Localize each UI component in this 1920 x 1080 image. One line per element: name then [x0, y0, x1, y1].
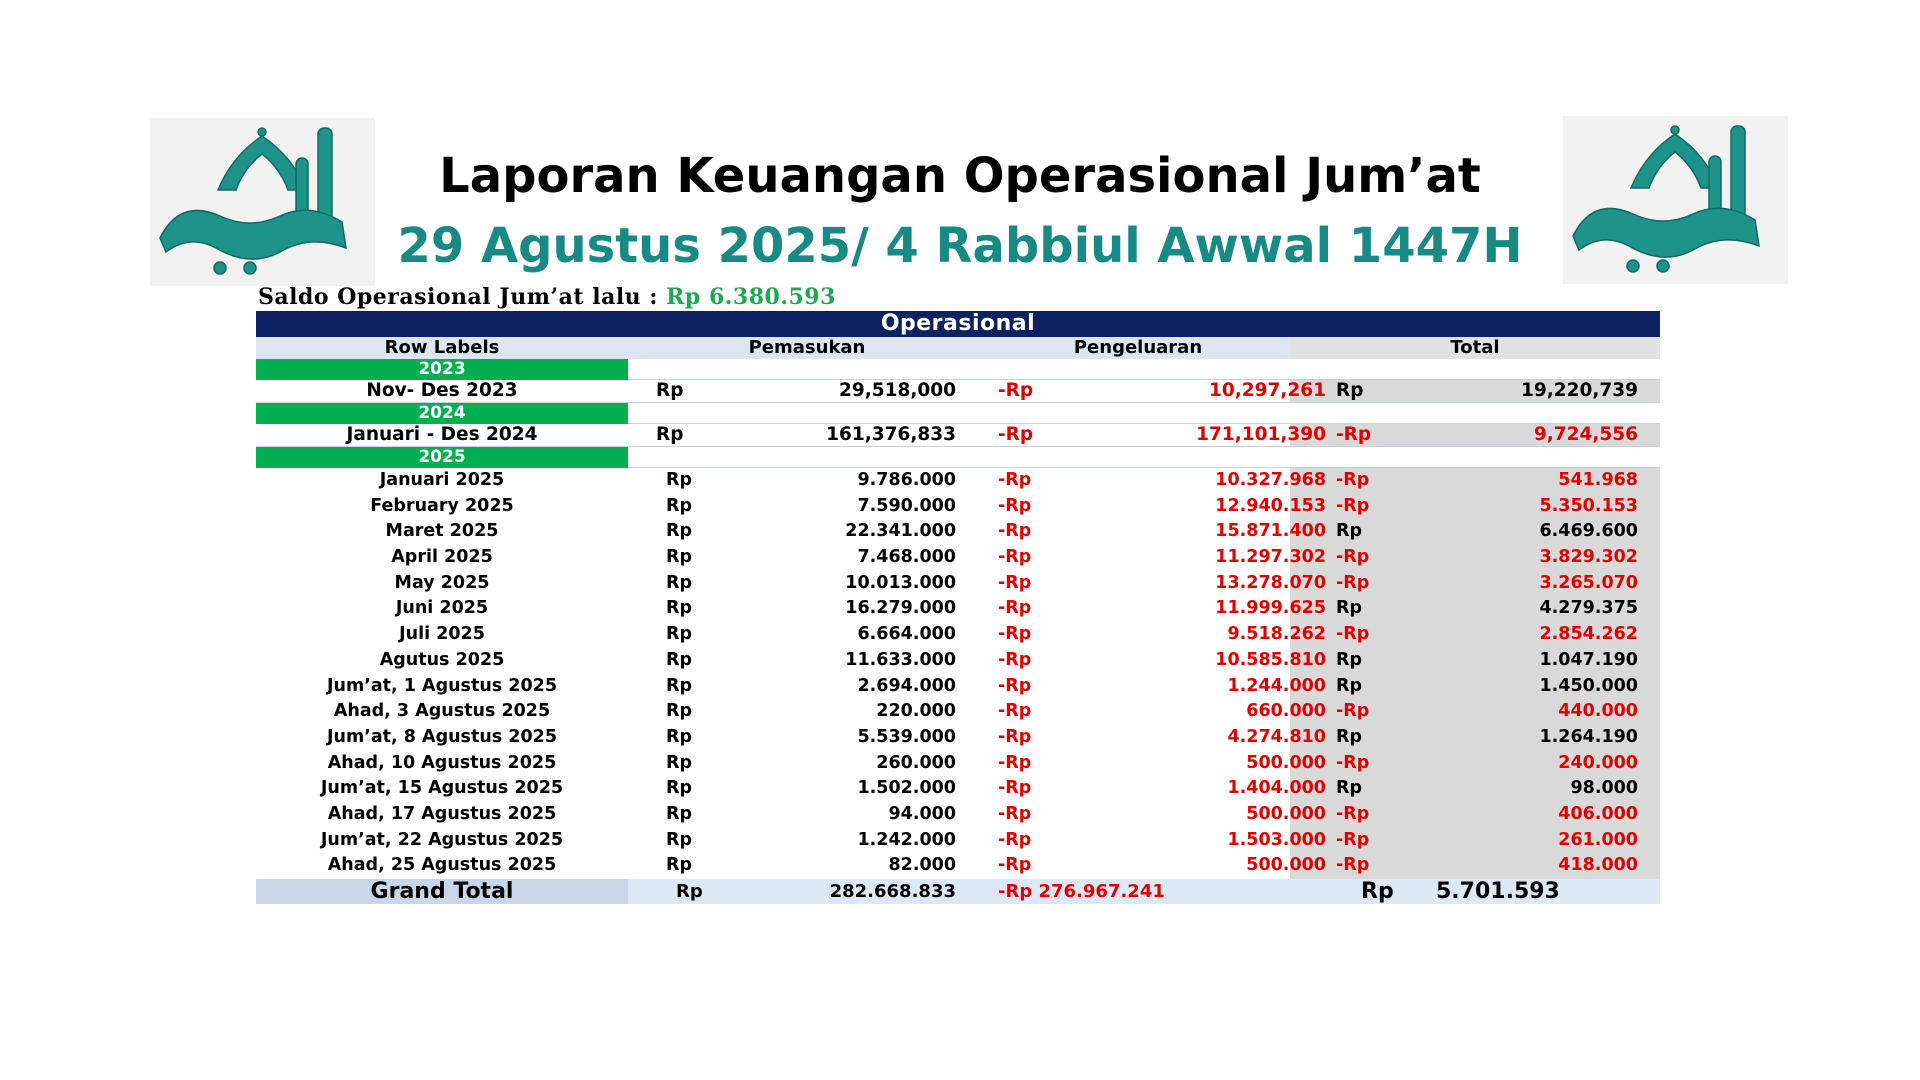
expense-currency: -Rp [998, 424, 1034, 445]
total-value: 6.469.600 [1539, 521, 1638, 542]
year-row [256, 403, 1660, 424]
income-value: 1.242.000 [857, 829, 956, 850]
row-label: Juli 2025 [399, 624, 485, 645]
table-row [256, 725, 1660, 751]
table-row [256, 494, 1660, 520]
total-currency: -Rp [1336, 855, 1370, 876]
expense-currency: -Rp [998, 855, 1032, 876]
table-row [256, 776, 1660, 802]
income-currency: Rp [666, 675, 693, 696]
total-currency: -Rp [1336, 624, 1370, 645]
expense-value: 10.327.968 [1215, 470, 1326, 490]
row-label: Ahad, 3 Agustus 2025 [333, 701, 551, 722]
expense-currency: -Rp [998, 803, 1032, 824]
income-currency: Rp [666, 624, 693, 645]
income-value: 1.502.000 [857, 778, 956, 799]
grand-total-rp-total: Rp [1361, 879, 1394, 904]
table-row [256, 674, 1660, 700]
income-currency: Rp [666, 495, 693, 516]
expense-value: 660.000 [1246, 701, 1326, 722]
income-value: 220.000 [876, 701, 956, 722]
grand-total-in: 282.668.833 [829, 881, 956, 902]
total-currency: Rp [1336, 778, 1363, 799]
total-value: 406.000 [1558, 803, 1638, 824]
total-currency: -Rp [1336, 495, 1370, 516]
income-value: 10.013.000 [845, 572, 956, 593]
income-value: 7.590.000 [857, 495, 956, 516]
row-label: April 2025 [391, 547, 493, 568]
income-value: 82.000 [888, 855, 956, 876]
table-title: Operasional [256, 311, 1660, 337]
page-title: Laporan Keuangan Operasional Jum’at [439, 148, 1481, 204]
table-body [256, 359, 1660, 879]
total-value: 9,724,556 [1533, 424, 1638, 445]
page-subtitle: 29 Agustus 2025/ 4 Rabbiul Awwal 1447H [397, 218, 1523, 274]
expense-value: 500.000 [1246, 855, 1326, 876]
total-currency: -Rp [1336, 424, 1372, 445]
table-row [256, 380, 1660, 403]
income-value: 161,376,833 [826, 424, 956, 445]
expense-value: 500.000 [1246, 803, 1326, 824]
row-label: Ahad, 10 Agustus 2025 [327, 752, 557, 773]
row-label: Agutus 2025 [379, 649, 505, 670]
table-row [256, 519, 1660, 545]
expense-currency: -Rp [998, 675, 1032, 696]
expense-currency: -Rp [998, 829, 1032, 850]
expense-currency: -Rp [998, 649, 1032, 670]
table-row [256, 545, 1660, 571]
expense-value: 1.503.000 [1227, 829, 1326, 850]
total-currency: -Rp [1336, 752, 1370, 773]
row-label: Jum’at, 22 Agustus 2025 [320, 829, 564, 850]
income-value: 260.000 [876, 752, 956, 773]
total-value: 3.829.302 [1539, 547, 1638, 568]
expense-currency: -Rp [998, 726, 1032, 747]
year-label: 2023 [256, 359, 628, 380]
row-label: Jum’at, 1 Agustus 2025 [326, 675, 558, 696]
total-value: 4.279.375 [1539, 598, 1638, 619]
total-currency: Rp [1336, 598, 1363, 619]
row-label: Jum’at, 8 Agustus 2025 [326, 726, 558, 747]
income-currency: Rp [666, 598, 693, 619]
income-value: 16.279.000 [845, 598, 956, 619]
total-value: 418.000 [1558, 855, 1638, 876]
row-label: Nov- Des 2023 [366, 380, 518, 401]
income-value: 5.539.000 [857, 726, 956, 747]
previous-balance-label: Saldo Operasional Jum’at lalu : [258, 284, 658, 310]
total-value: 240.000 [1558, 752, 1638, 773]
table-row [256, 648, 1660, 674]
report-table [256, 311, 1660, 904]
table-row [256, 751, 1660, 777]
total-currency: Rp [1336, 726, 1363, 747]
income-value: 6.664.000 [857, 624, 956, 645]
expense-currency: -Rp [998, 521, 1032, 542]
income-currency: Rp [666, 572, 693, 593]
table-row [256, 802, 1660, 828]
income-currency: Rp [666, 726, 693, 747]
income-currency: Rp [666, 701, 693, 722]
expense-currency: -Rp [998, 572, 1032, 593]
row-label: February 2025 [370, 495, 514, 516]
total-currency: -Rp [1336, 803, 1370, 824]
total-currency: Rp [1336, 521, 1363, 542]
expense-currency: -Rp [998, 470, 1032, 490]
grand-total-row [256, 879, 1660, 904]
total-currency: -Rp [1336, 547, 1370, 568]
expense-value: 4.274.810 [1227, 726, 1326, 747]
expense-value: 15.871.400 [1215, 521, 1326, 542]
income-value: 2.694.000 [857, 675, 956, 696]
grand-total-rp-in: Rp [676, 881, 703, 902]
total-currency: -Rp [1336, 572, 1370, 593]
year-label: 2024 [256, 403, 628, 424]
expense-value: 1.244.000 [1227, 675, 1326, 696]
income-currency: Rp [666, 803, 693, 824]
total-currency: -Rp [1336, 470, 1370, 490]
total-value: 19,220,739 [1520, 380, 1638, 401]
total-value: 261.000 [1558, 829, 1638, 850]
income-value: 9.786.000 [857, 470, 956, 490]
expense-currency: -Rp [998, 752, 1032, 773]
income-value: 11.633.000 [845, 649, 956, 670]
income-currency: Rp [666, 470, 693, 490]
column-header-pengeluaran: Pengeluaran [1073, 337, 1203, 358]
row-label: Januari 2025 [379, 470, 505, 490]
row-label: Juni 2025 [395, 598, 489, 619]
table-row [256, 468, 1660, 494]
income-currency: Rp [656, 424, 684, 445]
row-label: Ahad, 17 Agustus 2025 [327, 803, 557, 824]
expense-currency: -Rp [998, 495, 1032, 516]
total-value: 541.968 [1558, 470, 1638, 490]
total-currency: Rp [1336, 675, 1363, 696]
year-row [256, 359, 1660, 380]
total-currency: -Rp [1336, 701, 1370, 722]
expense-value: 1.404.000 [1227, 778, 1326, 799]
expense-value: 10,297,261 [1208, 380, 1326, 401]
table-row [256, 596, 1660, 622]
grand-total-label: Grand Total [370, 879, 514, 904]
expense-currency: -Rp [998, 547, 1032, 568]
row-label: May 2025 [394, 572, 490, 593]
expense-currency: -Rp [998, 624, 1032, 645]
income-currency: Rp [666, 752, 693, 773]
expense-currency: -Rp [998, 701, 1032, 722]
column-header-pemasukan: Pemasukan [748, 337, 866, 358]
table-row [256, 424, 1660, 447]
expense-currency: -Rp [998, 598, 1032, 619]
expense-value: 10.585.810 [1215, 649, 1326, 670]
column-header-row-labels: Row Labels [384, 337, 500, 358]
row-label: Maret 2025 [385, 521, 499, 542]
table-row [256, 853, 1660, 879]
table-row [256, 622, 1660, 648]
expense-value: 13.278.070 [1215, 572, 1326, 593]
table-row [256, 828, 1660, 854]
income-value: 94.000 [888, 803, 956, 824]
year-row [256, 447, 1660, 468]
income-currency: Rp [666, 829, 693, 850]
total-currency: -Rp [1336, 829, 1370, 850]
total-value: 3.265.070 [1539, 572, 1638, 593]
income-currency: Rp [666, 778, 693, 799]
previous-balance [258, 284, 836, 310]
expense-value: 11.999.625 [1215, 598, 1326, 619]
expense-value: 500.000 [1246, 752, 1326, 773]
row-label: Jum’at, 15 Agustus 2025 [320, 778, 564, 799]
expense-currency: -Rp [998, 778, 1032, 799]
income-currency: Rp [666, 521, 693, 542]
expense-value: 9.518.262 [1227, 624, 1326, 645]
total-value: 1.450.000 [1539, 675, 1638, 696]
row-label: Ahad, 25 Agustus 2025 [327, 855, 557, 876]
column-header-row [256, 337, 1660, 359]
grand-total-out: -Rp 276.967.241 [998, 881, 1165, 902]
table-row [256, 699, 1660, 725]
grand-total-total: 5.701.593 [1436, 879, 1560, 904]
income-value: 29,518,000 [838, 380, 956, 401]
table-row [256, 571, 1660, 597]
total-value: 98.000 [1570, 778, 1638, 799]
total-value: 1.264.190 [1539, 726, 1638, 747]
total-currency: Rp [1336, 649, 1363, 670]
income-currency: Rp [666, 547, 693, 568]
expense-currency: -Rp [998, 380, 1034, 401]
income-currency: Rp [666, 649, 693, 670]
total-value: 2.854.262 [1539, 624, 1638, 645]
column-header-total: Total [1290, 337, 1660, 359]
year-label: 2025 [256, 447, 628, 468]
income-value: 22.341.000 [845, 521, 956, 542]
expense-value: 171,101,390 [1196, 424, 1326, 445]
previous-balance-amount: Rp 6.380.593 [666, 284, 836, 310]
income-value: 7.468.000 [857, 547, 956, 568]
total-value: 1.047.190 [1539, 649, 1638, 670]
expense-value: 11.297.302 [1215, 547, 1326, 568]
income-currency: Rp [656, 380, 684, 401]
total-value: 440.000 [1558, 701, 1638, 722]
total-value: 5.350.153 [1539, 495, 1638, 516]
income-currency: Rp [666, 855, 693, 876]
row-label: Januari - Des 2024 [346, 424, 538, 445]
total-currency: Rp [1336, 380, 1364, 401]
expense-value: 12.940.153 [1215, 495, 1326, 516]
